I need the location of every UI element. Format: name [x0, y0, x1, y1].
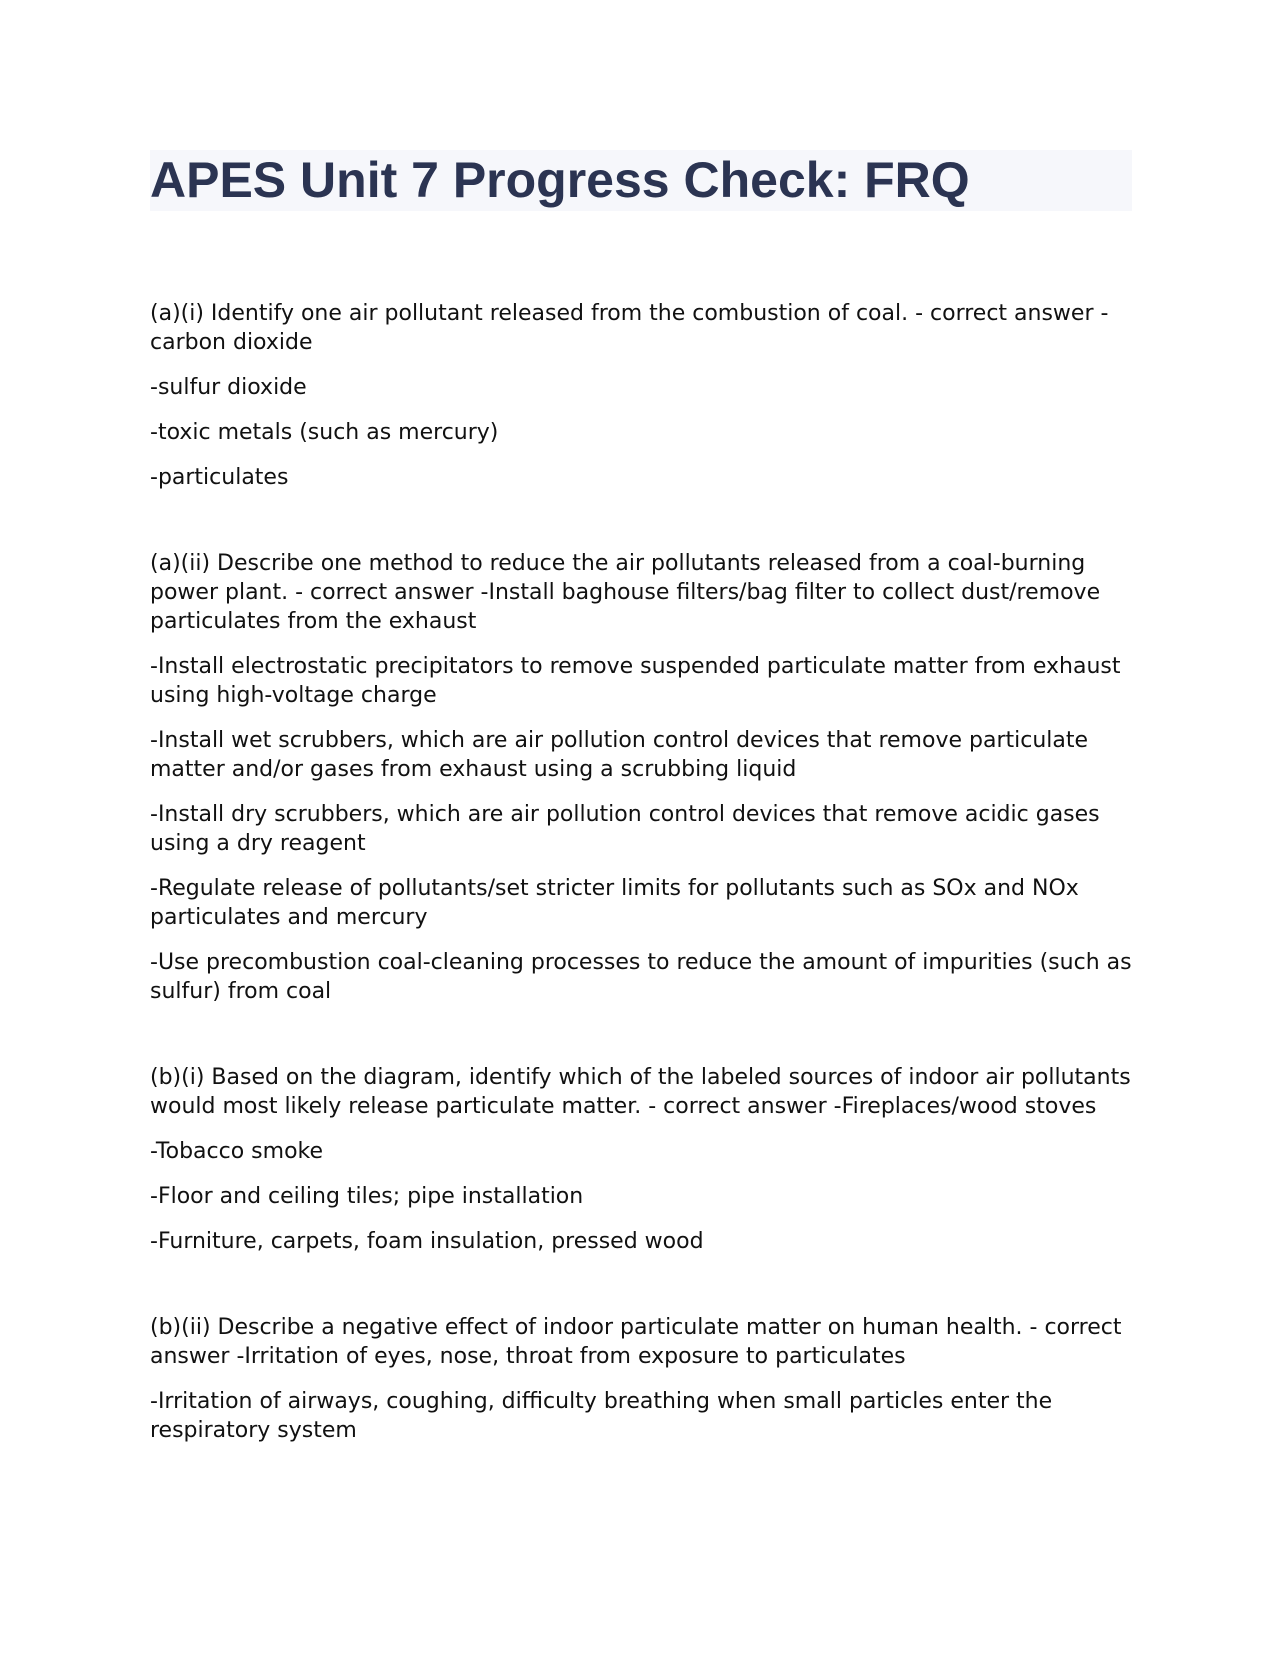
- answer-item: -Regulate release of pollutants/set stricter limits for pollutants such as SOx and NOx particulates and mercury: [150, 876, 1079, 930]
- question-answer-text: (b)(i) Based on the diagram, identify which of the labeled sources of indoor air pollutants would most likely release particulate matter. - correct answer -Fireplaces/wood stoves: [150, 1065, 1131, 1119]
- page-title: APES Unit 7 Progress Check: FRQ: [150, 152, 970, 208]
- answer-item: -Install wet scrubbers, which are air pollution control devices that remove particulate matter and/or gases from exhaust using a scrubbing liquid: [150, 728, 1089, 782]
- answer-item: -Install electrostatic precipitators to remove suspended particulate matter from exhaust using high-voltage charge: [150, 654, 1121, 708]
- answer-item: -Tobacco smoke: [150, 1139, 324, 1164]
- answer-item: -Irritation of airways, coughing, difficulty breathing when small particles enter the respiratory system: [150, 1389, 1053, 1443]
- document-page: [150, 150, 1132, 1502]
- question-answer-text: (a)(i) Identify one air pollutant released from the combustion of coal. - correct answer -carbon dioxide: [150, 301, 1109, 355]
- answer-item: -sulfur dioxide: [150, 375, 307, 400]
- question-answer-text: (a)(ii) Describe one method to reduce the air pollutants released from a coal-burning power plant. - correct answer -Install baghouse filters/bag filter to collect dust/remove particulates from the exhaust: [150, 551, 1101, 634]
- answer-item: -Furniture, carpets, foam insulation, pressed wood: [150, 1229, 704, 1254]
- question-section: [150, 299, 1132, 492]
- title-banner: [150, 150, 1132, 211]
- question-section: [150, 549, 1132, 1006]
- answer-item: -Use precombustion coal-cleaning processes to reduce the amount of impurities (such as sulfur) from coal: [150, 950, 1132, 1004]
- answer-item: -particulates: [150, 465, 289, 490]
- question-answer-text: (b)(ii) Describe a negative effect of indoor particulate matter on human health. - correct answer -Irritation of eyes, nose, throat from exposure to particulates: [150, 1315, 1122, 1369]
- answer-item: -Install dry scrubbers, which are air pollution control devices that remove acidic gases using a dry reagent: [150, 802, 1100, 856]
- answer-item: -Floor and ceiling tiles; pipe installation: [150, 1184, 584, 1209]
- question-section: [150, 1313, 1132, 1445]
- answer-item: -toxic metals (such as mercury): [150, 420, 499, 445]
- question-section: [150, 1063, 1132, 1256]
